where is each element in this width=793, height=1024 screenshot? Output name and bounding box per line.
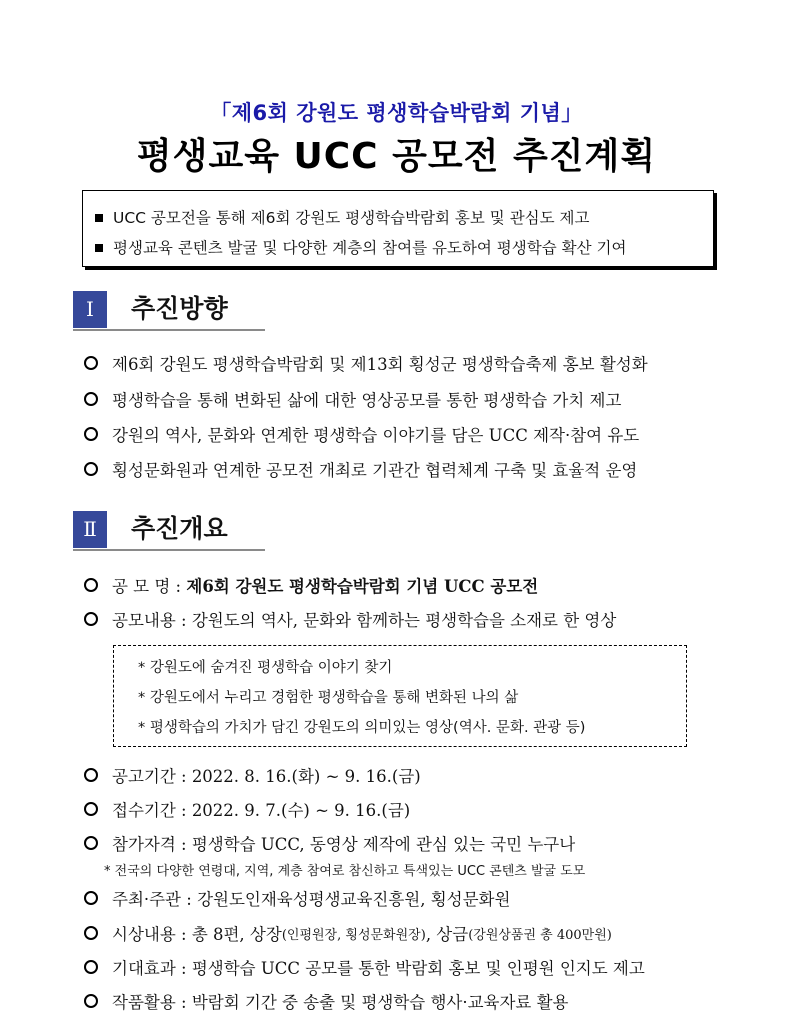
direction-item bbox=[84, 457, 637, 481]
row-label: 접수기간 : bbox=[112, 801, 187, 820]
awards-detail: (강원상품권 총 400만원) bbox=[468, 927, 612, 943]
direction-text: 평생학습을 통해 변화된 삶에 대한 영상공모를 통한 평생학습 가치 제고 bbox=[112, 391, 622, 410]
circle-bullet-icon bbox=[84, 960, 98, 974]
row-label: 기대효과 : bbox=[112, 959, 187, 978]
effect-row bbox=[84, 955, 645, 979]
direction-text: 횡성문화원과 연계한 공모전 개최로 기관간 협력체계 구축 및 효율적 운영 bbox=[112, 461, 638, 480]
usage-row bbox=[84, 989, 569, 1013]
circle-bullet-icon bbox=[84, 462, 98, 476]
awards-value: 총 8편, 상장 bbox=[191, 925, 282, 944]
eligibility-row bbox=[84, 831, 575, 855]
notice-period-value: 2022. 8. 16.(화) ~ 9. 16.(금) bbox=[191, 767, 421, 786]
example-item: * 강원도에 숨겨진 평생학습 이야기 찾기 bbox=[138, 660, 393, 676]
circle-bullet-icon bbox=[84, 926, 98, 940]
notice-period-row bbox=[84, 763, 421, 787]
section-title: 추진방향 bbox=[131, 294, 228, 323]
example-item: * 평생학습의 가치가 담긴 강원도의 의미있는 영상(역사. 문화. 관광 등) bbox=[138, 720, 586, 736]
contest-name-value: 제6회 강원도 평생학습박람회 기념 UCC 공모전 bbox=[186, 577, 539, 596]
purpose-text: 평생교육 콘텐츠 발굴 및 다양한 계층의 참여를 유도하여 평생학습 확산 기여 bbox=[113, 239, 627, 257]
awards-detail: (인평원장, 횡성문화원장) bbox=[281, 927, 426, 943]
document-subtitle: 「제6회 강원도 평생학습박람회 기념」 bbox=[210, 101, 583, 125]
purpose-text: UCC 공모전을 통해 제6회 강원도 평생학습박람회 홍보 및 관심도 제고 bbox=[113, 209, 590, 227]
row-label: 작품활용 : bbox=[112, 993, 187, 1012]
direction-item bbox=[84, 422, 639, 446]
row-label: 공 모 명 : bbox=[112, 577, 182, 596]
circle-bullet-icon bbox=[84, 427, 98, 441]
section-heading-overview bbox=[73, 511, 265, 551]
circle-bullet-icon bbox=[84, 836, 98, 850]
direction-text: 강원의 역사, 문화와 연계한 평생학습 이야기를 담은 UCC 제작·참여 유도 bbox=[112, 426, 640, 445]
example-item: * 강원도에서 누리고 경험한 평생학습을 통해 변화된 나의 삶 bbox=[138, 690, 519, 706]
effect-value: 평생학습 UCC 공모를 통한 박람회 홍보 및 인평원 인지도 제고 bbox=[191, 959, 645, 978]
contest-content-row bbox=[84, 607, 616, 631]
awards-row bbox=[84, 921, 612, 945]
direction-item bbox=[84, 351, 648, 375]
circle-bullet-icon bbox=[84, 802, 98, 816]
document-title: 평생교육 UCC 공모전 추진계획 bbox=[136, 136, 657, 177]
host-row bbox=[84, 886, 510, 910]
eligibility-note: * 전국의 다양한 연령대, 지역, 계층 참여로 참신하고 특색있는 UCC 콘텐츠 발굴 도모 bbox=[104, 864, 586, 879]
circle-bullet-icon bbox=[84, 612, 98, 626]
examples-box bbox=[113, 645, 687, 747]
row-label: 공고기간 : bbox=[112, 767, 187, 786]
circle-bullet-icon bbox=[84, 356, 98, 370]
section-title: 추진개요 bbox=[131, 514, 228, 543]
section-number: Ⅱ bbox=[73, 511, 107, 548]
circle-bullet-icon bbox=[84, 891, 98, 905]
contest-name-row bbox=[84, 573, 538, 597]
reception-period-value: 2022. 9. 7.(수) ~ 9. 16.(금) bbox=[191, 801, 411, 820]
circle-bullet-icon bbox=[84, 392, 98, 406]
row-label: 시상내용 : bbox=[112, 925, 187, 944]
row-label: 주최·주관 : bbox=[112, 890, 192, 909]
direction-item bbox=[84, 387, 621, 411]
awards-value: , 상금 bbox=[425, 925, 469, 944]
host-value: 강원도인재육성평생교육진흥원, 횡성문화원 bbox=[197, 890, 511, 909]
circle-bullet-icon bbox=[84, 994, 98, 1008]
row-label: 참가자격 : bbox=[112, 835, 187, 854]
reception-period-row bbox=[84, 797, 410, 821]
square-bullet-icon bbox=[95, 244, 103, 252]
section-number: Ⅰ bbox=[73, 291, 107, 328]
row-label: 공모내용 : bbox=[112, 611, 187, 630]
circle-bullet-icon bbox=[84, 578, 98, 592]
circle-bullet-icon bbox=[84, 768, 98, 782]
eligibility-value: 평생학습 UCC, 동영상 제작에 관심 있는 국민 누구나 bbox=[191, 835, 576, 854]
section-heading-direction bbox=[73, 291, 265, 331]
purpose-item bbox=[95, 203, 713, 233]
purpose-item bbox=[95, 233, 713, 263]
contest-content-value: 강원도의 역사, 문화와 함께하는 평생학습을 소재로 한 영상 bbox=[191, 611, 617, 630]
square-bullet-icon bbox=[95, 214, 103, 222]
direction-text: 제6회 강원도 평생학습박람회 및 제13회 횡성군 평생학습축제 홍보 활성화 bbox=[112, 355, 648, 374]
purpose-box bbox=[82, 190, 714, 267]
usage-value: 박람회 기간 중 송출 및 평생학습 행사·교육자료 활용 bbox=[191, 993, 569, 1012]
